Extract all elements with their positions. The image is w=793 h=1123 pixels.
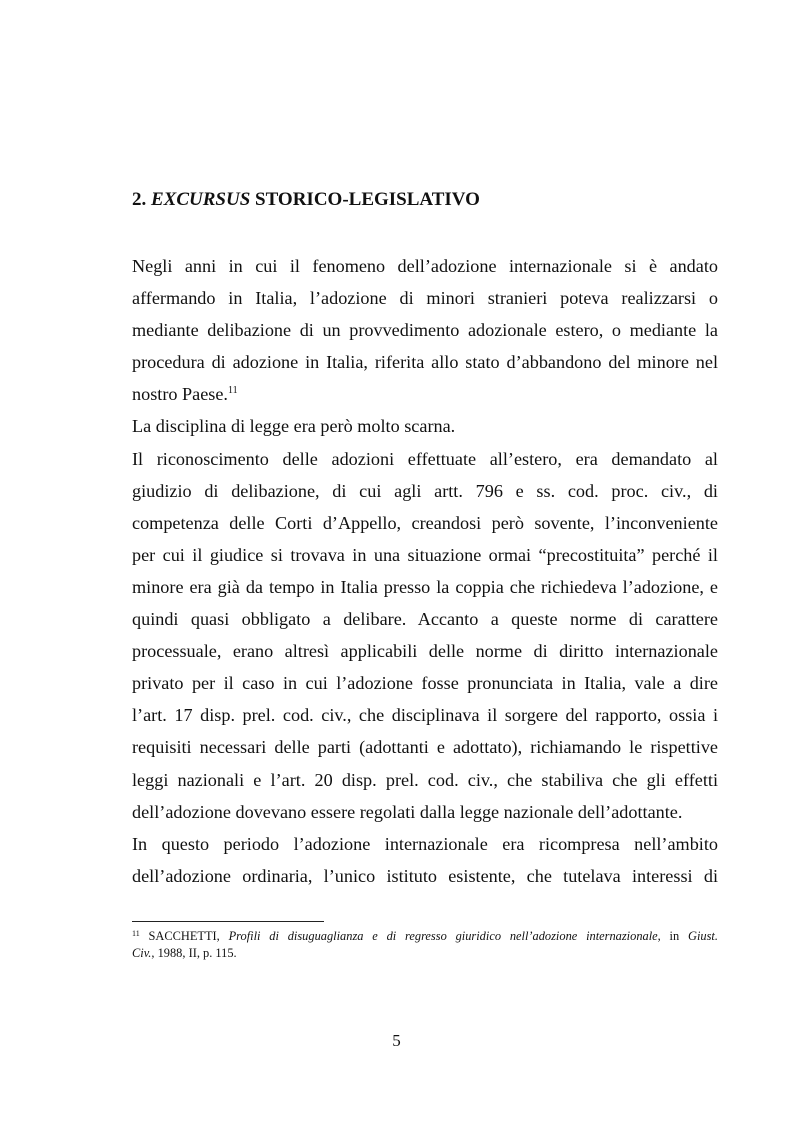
body-text	[132, 250, 718, 892]
footnote-separator	[132, 921, 324, 922]
section-title-rest: STORICO-LEGISLATIVO	[255, 189, 480, 210]
body-line: Il riconoscimento delle adozioni effettuate all’estero, era demandato al	[132, 448, 718, 469]
body-line: per cui il giudice si trovava in una situazione ormai “precostituita” perché il	[132, 544, 718, 565]
footnote-line-2	[132, 945, 718, 962]
footnote-line-1	[132, 928, 718, 945]
body-line-with-footnote	[132, 378, 718, 410]
body-line: leggi nazionali e l’art. 20 disp. prel. cod. civ., che stabiliva che gli effetti	[132, 769, 718, 790]
footnote	[132, 928, 718, 962]
section-heading	[132, 189, 480, 211]
footnote-title: Profili di disuguaglianza e di regresso giuridico nell’adozione internazionale	[228, 929, 658, 943]
page-number: 5	[392, 1031, 401, 1050]
body-line: affermando in Italia, l’adozione di minori stranieri poteva realizzarsi o	[132, 288, 718, 309]
body-line-text: nostro Paese.	[132, 384, 228, 405]
body-line: requisiti necessari delle parti (adottanti e adottato), richiamando le rispettive	[132, 737, 718, 758]
body-line: processuale, erano altresì applicabili delle norme di diritto internazionale	[132, 641, 718, 662]
body-line: Negli anni in cui il fenomeno dell’adozione internazionale si è andato	[132, 256, 718, 276]
body-line: mediante delibazione di un provvedimento adozionale estero, o mediante la	[132, 320, 718, 341]
footnote-number: 11	[132, 929, 140, 938]
body-line: competenza delle Corti d’Appello, creandosi però sovente, l’inconveniente	[132, 512, 718, 533]
footnote-in: , in	[657, 929, 680, 943]
footnote-author: SACCHETTI,	[148, 929, 220, 943]
footnote-journal-cont: Civ.	[132, 946, 152, 960]
body-line: La disciplina di legge era però molto scarna.	[132, 416, 456, 437]
footnote-journal: Giust.	[688, 929, 718, 943]
body-line: dell’adozione dovevano essere regolati dalla legge nazionale dell’adottante.	[132, 801, 683, 822]
body-line: giudizio di delibazione, di cui agli artt. 796 e ss. cod. proc. civ., di	[132, 480, 718, 501]
section-number: 2.	[132, 189, 147, 210]
body-line: In questo periodo l’adozione internazionale era ricompresa nell’ambito	[132, 833, 718, 854]
body-line: procedura di adozione in Italia, riferita allo stato d’abbandono del minore nel	[132, 352, 718, 373]
body-line: minore era già da tempo in Italia presso la coppia che richiedeva l’adozione, e	[132, 576, 718, 597]
body-line: quindi quasi obbligato a delibare. Accanto a queste norme di carattere	[132, 609, 718, 630]
body-line: privato per il caso in cui l’adozione fosse pronunciata in Italia, vale a dire	[132, 673, 718, 694]
body-line: l’art. 17 disp. prel. cod. civ., che disciplinava il sorgere del rapporto, ossia i	[132, 705, 718, 726]
section-title-italic: EXCURSUS	[151, 189, 251, 210]
footnote-citation: , 1988, II, p. 115.	[151, 946, 237, 960]
footnote-reference: 11	[227, 385, 238, 397]
body-line: dell’adozione ordinaria, l’unico istituto esistente, che tutelava interessi di	[132, 865, 718, 886]
